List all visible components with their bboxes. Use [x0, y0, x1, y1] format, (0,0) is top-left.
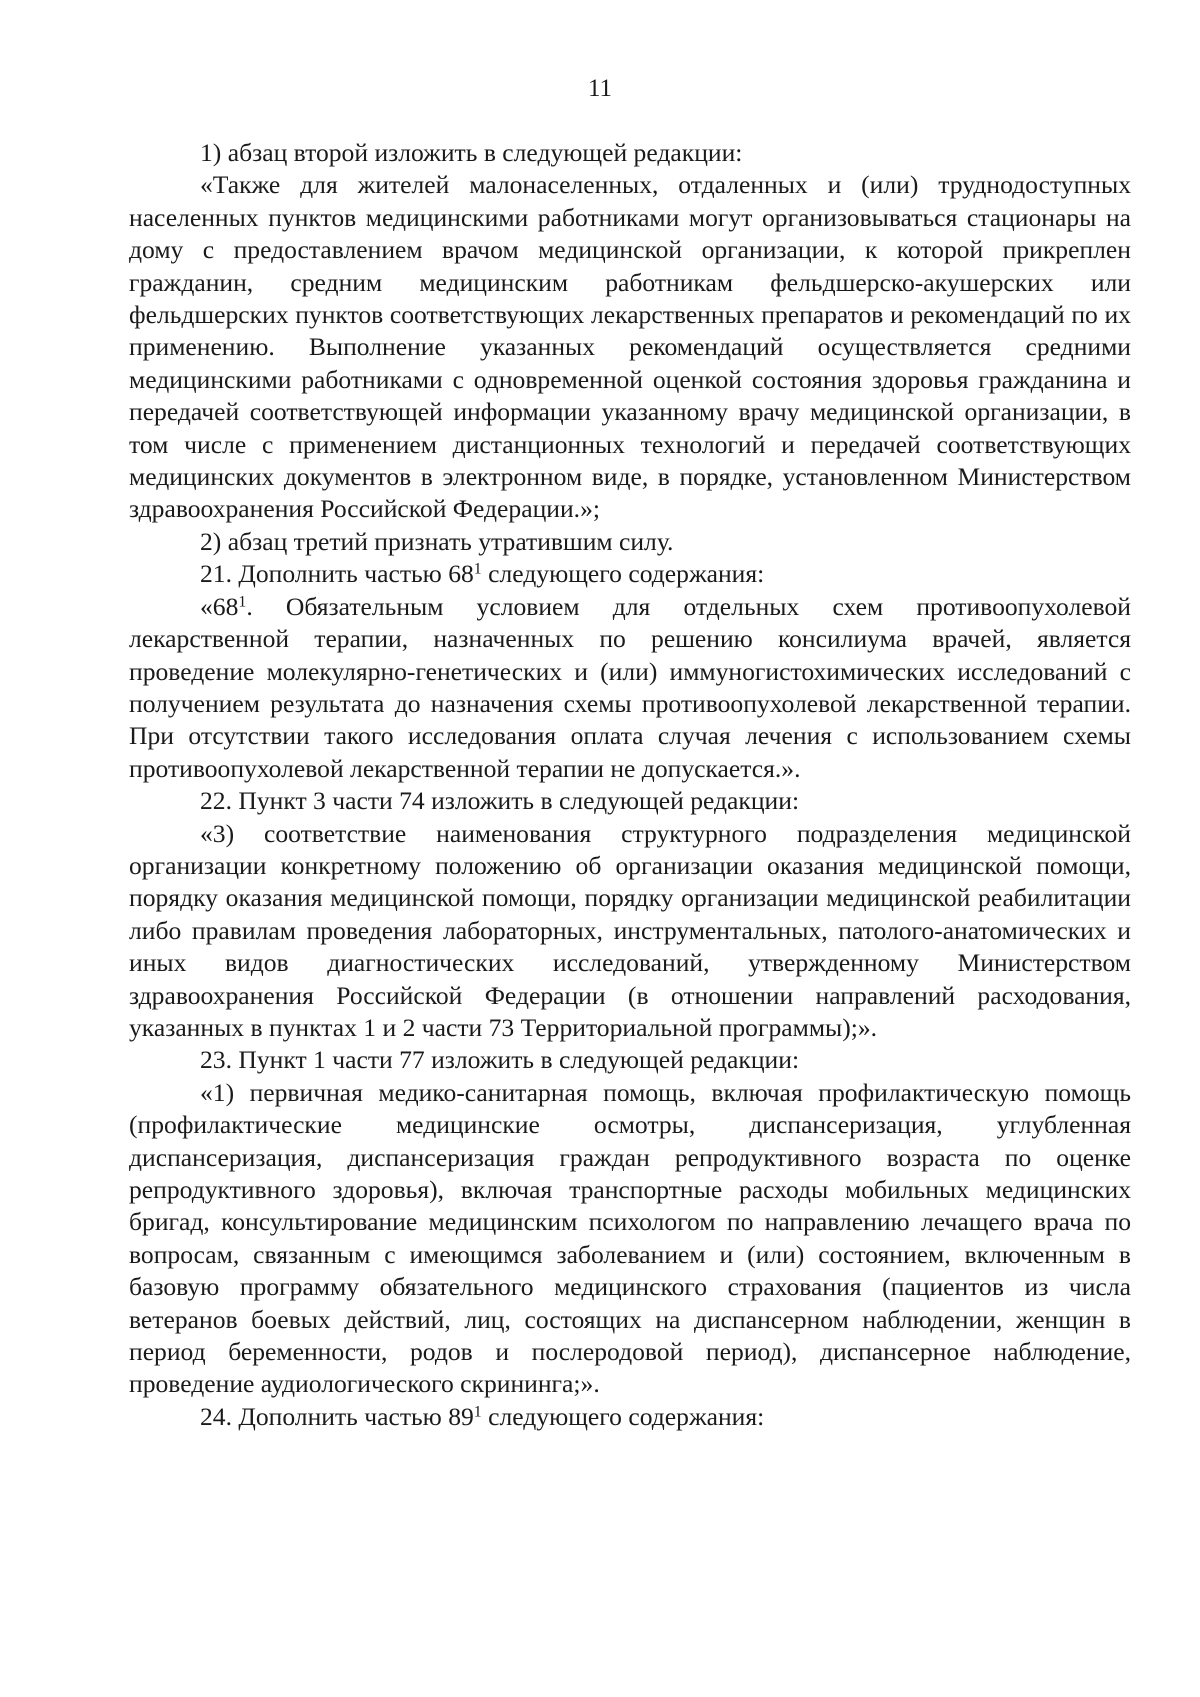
paragraph-item-24 — [129, 1401, 1131, 1433]
page-number: 11 — [587, 75, 613, 102]
paragraph-item-1-text: «1) первичная медико-санитарная помощь, включая профилактическую помощь (профилактические медицинские осмотры, диспансеризация, углубленная диспансеризация, диспансеризация граждан репродуктивного возраста по оценке репродуктивного здоровья), включая транспортные расходы мобильных медицинских бригад, консультирование медицинским психологом по направлению лечащего врача по вопросам, связанным с имеющимся заболеванием и (или) состоянием, включенным в базовую программу обязательного медицинского страхования (пациентов из числа ветеранов боевых действий, лиц, состоящих на диспансерном наблюдении, женщин в период беременности, родов и послеродовой период), диспансерное наблюдение, проведение аудиологического скрининга;». — [129, 1077, 1131, 1399]
paragraph-part-68-1-text — [129, 591, 1131, 785]
paragraph-item-21 — [129, 558, 1131, 590]
paragraph-abzac-vtoroy: 1) абзац второй изложить в следующей редакции: — [200, 138, 743, 167]
paragraph-text-part: 24. Дополнить частью 89 — [200, 1401, 474, 1431]
paragraph-stacionary-na-domu: «Также для жителей малонаселенных, отдаленных и (или) труднодоступных населенных пунктов медицинскими работниками могут организовываться стационары на дому с предоставлением врачом медицинской организации, к которой прикреплен гражданин, средним медицинским работникам фельдшерско-акушерских или фельдшерских пунктов соответствующих лекарственных препаратов и рекомендаций по их применению. Выполнение указанных рекомендаций осуществляется средними медицинскими работниками с одновременной оценкой состояния здоровья гражданина и передачей соответствующей информации указанному врачу медицинской организации, в том числе с применением дистанционных технологий и передачей соответствующих медицинских документов в электронном виде, в порядке, установленном Министерством здравоохранения Российской Федерации.»; — [129, 170, 1131, 524]
document-body — [129, 137, 1131, 1433]
paragraph-text-part: следующего содержания: — [481, 1401, 765, 1431]
superscript-index: 1 — [473, 1403, 482, 1421]
superscript-index: 1 — [238, 592, 247, 610]
paragraph-item-23: 23. Пункт 1 части 77 изложить в следующей редакции: — [200, 1045, 800, 1075]
superscript-index: 1 — [473, 560, 482, 578]
paragraph-text-part: следующего содержания: — [481, 559, 765, 589]
paragraph-text-part: «68 — [200, 591, 239, 621]
paragraph-text-part: 21. Дополнить частью 68 — [200, 559, 474, 589]
paragraph-text-part: . Обязательным условием для отдельных схем противоопухолевой лекарственной терапии, назначенных по решению консилиума врачей, является проведение молекулярно-генетических и (или) иммуногистохимических исследований с получением результата до назначения схемы противоопухолевой лекарственной терапии. При отсутствии такого исследования оплата случая лечения с использованием схемы противоопухолевой лекарственной терапии не допускается.». — [129, 591, 1131, 783]
paragraph-item-3-text: «3) соответствие наименования структурного подразделения медицинской организации конкретному положению об организации оказания медицинской помощи, порядку оказания медицинской помощи, порядку организации медицинской реабилитации либо правилам проведения лабораторных, инструментальных, патолого-анатомических и иных видов диагностических исследований, утвержденному Министерством здравоохранения Российской Федерации (в отношении направлений расходования, указанных в пунктах 1 и 2 части 73 Территориальной программы);». — [129, 818, 1131, 1042]
paragraph-item-22: 22. Пункт 3 части 74 изложить в следующей редакции: — [200, 786, 800, 816]
paragraph-abzac-tretiy: 2) абзац третий признать утратившим силу. — [200, 526, 674, 556]
